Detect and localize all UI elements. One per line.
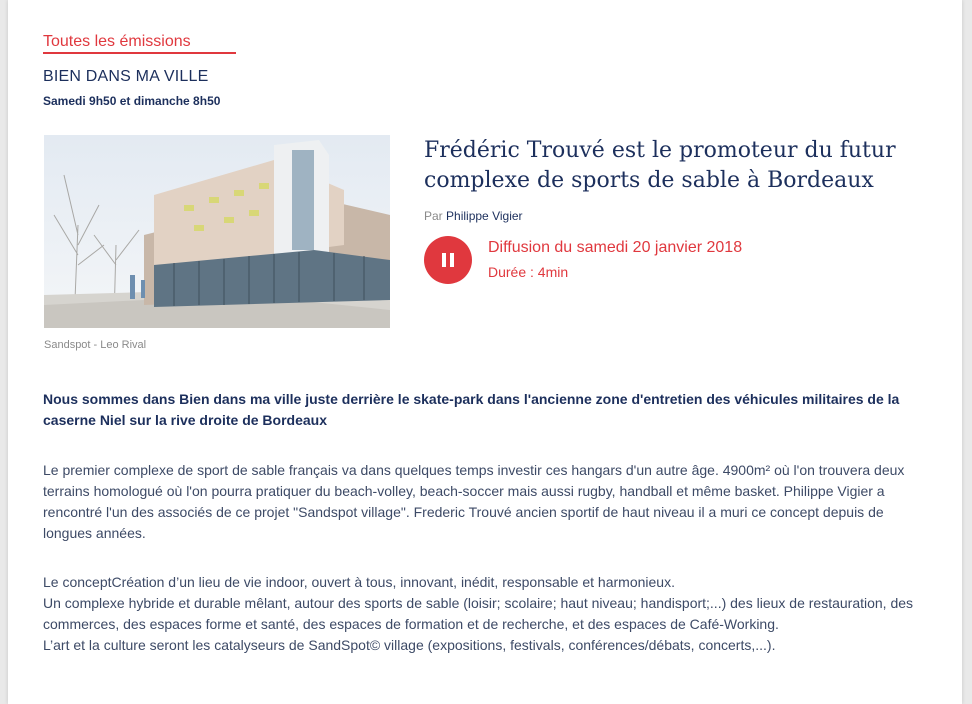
byline: [424, 209, 523, 223]
broadcast-date: Diffusion du samedi 20 janvier 2018: [488, 239, 743, 256]
article-paragraph-2: [43, 572, 933, 656]
episode-headline: Frédéric Trouvé est le promoteur du futur complexe de sports de sable à Bordeaux: [424, 138, 896, 193]
paragraph-2-line-3: L’art et la culture seront les catalyseurs de SandSpot© village (expositions, festivals, conférences/débats, concerts,...).: [43, 637, 776, 653]
article-intro: Nous sommes dans Bien dans ma ville juste derrière le skate-park dans l'ancienne zone d'entretien des véhicules militaires de la caserne Niel sur la rive droite de Bordeaux: [43, 391, 900, 428]
back-link-underline: [43, 52, 236, 54]
all-shows-link[interactable]: Toutes les émissions: [43, 33, 191, 50]
pause-button[interactable]: [424, 236, 472, 284]
show-title[interactable]: BIEN DANS MA VILLE: [43, 68, 209, 85]
pause-icon: [440, 252, 456, 268]
paragraph-2-line-2: Un complexe hybride et durable mêlant, autour des sports de sable (loisir; scolaire; haut niveau; handisport;...) des lieux de restauration, des commerces, des espaces forme et santé, des espaces de formation et de recherche, et des espaces de Café-Working.: [43, 595, 914, 632]
image-caption: Sandspot - Leo Rival: [44, 339, 147, 351]
show-schedule: Samedi 9h50 et dimanche 8h50: [43, 94, 221, 108]
article-paragraph-1: Le premier complexe de sport de sable français va dans quelques temps investir ces hangars d'un autre âge. 4900m² où l'on trouvera deux terrains homologué où l'on pourra pratiquer du beach-volley, beach-soccer mais aussi rugby, handball et même basket. Philippe Vigier a rencontré l'un des associés de ce projet "Sandspot village". Frederic Trouvé ancien sportif de haut niveau il a muri ce concept depuis de longues années.: [43, 462, 905, 541]
building-illustration: [44, 135, 390, 328]
author-link[interactable]: Philippe Vigier: [446, 209, 523, 223]
episode-duration: Durée : 4min: [488, 264, 569, 280]
episode-image: [44, 135, 390, 328]
paragraph-2-line-1: Le conceptCréation d’un lieu de vie indoor, ouvert à tous, innovant, inédit, responsable et harmonieux.: [43, 574, 675, 590]
episode-card: [8, 0, 962, 704]
byline-prefix: Par: [424, 209, 443, 223]
